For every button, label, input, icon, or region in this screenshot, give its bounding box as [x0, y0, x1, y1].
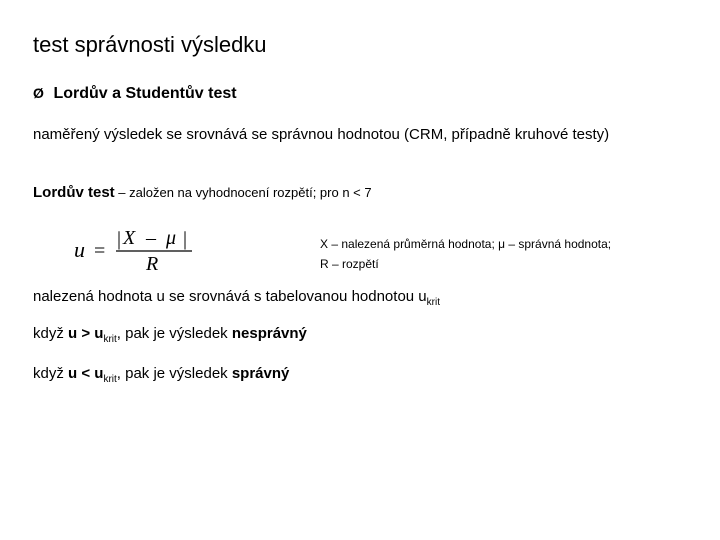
arrow-bullet-icon: Ø: [33, 85, 44, 101]
formula-equals: =: [94, 240, 106, 262]
incorrect-condition-line: [33, 324, 307, 344]
formula-minus: –: [146, 227, 156, 249]
correct-prefix: když: [33, 365, 69, 382]
incorrect-condition: u > u: [68, 325, 104, 342]
formula-mu: μ: [166, 227, 177, 249]
correct-result: správný: [231, 365, 290, 382]
formula-lhs: u: [74, 237, 85, 262]
incorrect-middle: , pak je výsledek: [116, 325, 232, 342]
formula-x: X: [123, 227, 136, 249]
bullet-lord-student: [33, 82, 237, 105]
lord-test-line: [33, 183, 372, 203]
lord-test-title: Lordův test: [33, 184, 115, 201]
compare-line: [33, 287, 440, 307]
incorrect-prefix: když: [33, 325, 69, 342]
compare-subscript: krit: [426, 297, 440, 308]
compare-text: nalezená hodnota u se srovnává s tabelovanou hodnotou u: [33, 288, 427, 305]
lord-formula: [72, 224, 212, 274]
correct-condition: u < u: [68, 365, 104, 382]
incorrect-result: nesprávný: [231, 325, 307, 342]
slide-title: test správnosti výsledku: [33, 32, 267, 57]
legend-line-1: X – nalezená průměrná hodnota; μ – správná hodnota;: [320, 237, 612, 251]
formula-left-bar: |: [117, 228, 122, 250]
correct-middle: , pak je výsledek: [116, 365, 232, 382]
bullet-text: Lordův a Studentův test: [53, 85, 237, 102]
lord-test-description: – založen na vyhodnocení rozpětí; pro n < 7: [114, 185, 372, 200]
legend-line-2: R – rozpětí: [320, 257, 379, 271]
formula-denominator: R: [146, 253, 159, 274]
correct-condition-line: [33, 364, 289, 384]
measured-result-text: naměřený výsledek se srovnává se správnou hodnotou (CRM, případně kruhové testy): [33, 126, 610, 143]
correct-subscript: krit: [103, 374, 117, 385]
formula-legend: [320, 234, 611, 274]
formula-right-bar: |: [183, 228, 188, 250]
incorrect-subscript: krit: [103, 334, 117, 345]
